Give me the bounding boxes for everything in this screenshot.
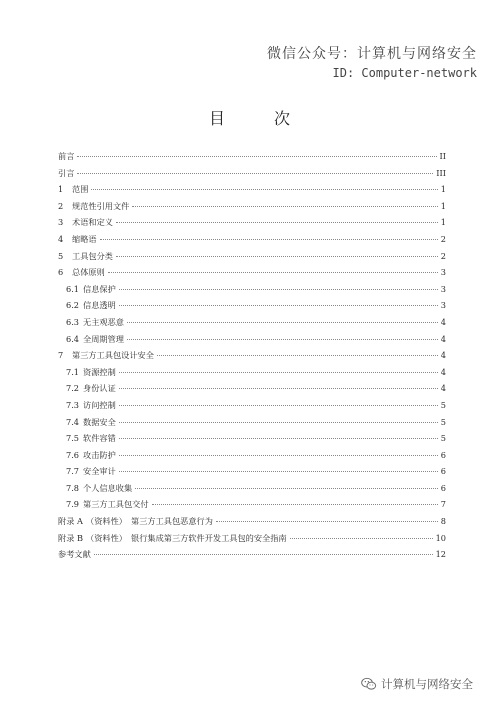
toc-entry [58,198,446,215]
toc-entry-label: 软件容错 [83,433,116,444]
toc-entry-page: 4 [440,383,446,394]
toc-entry [58,530,446,547]
toc-entry [58,214,446,231]
toc-entry [58,397,446,414]
toc-entry-label: 访问控制 [83,399,116,410]
toc-entry [58,148,446,165]
toc-entry [58,181,446,198]
table-of-contents [58,148,446,563]
toc-entry [58,281,446,298]
toc-entry-page: 1 [440,200,446,211]
toc-entry-page: 2 [440,250,446,261]
toc-entry-page: 1 [440,184,446,195]
toc-entry-page: 4 [440,350,446,361]
toc-entry-label: （资料性） 第三方工具包恶意行为 [86,516,213,527]
dot-leader [216,521,438,522]
toc-entry-number: 附录 A [58,516,83,527]
toc-entry [58,463,446,480]
toc-entry-label: 规范性引用文件 [72,200,130,211]
toc-entry [58,248,446,265]
toc-entry [58,264,446,281]
dot-leader [119,372,438,373]
toc-entry-page: 4 [440,333,446,344]
dot-leader [135,488,438,489]
toc-entry-page: 12 [435,549,446,560]
toc-entry-label: 第三方工具包交付 [83,499,149,510]
dot-leader [119,388,438,389]
dot-leader [91,189,437,190]
dot-leader [100,239,438,240]
toc-entry-number: 6.1 [66,283,80,294]
dot-leader [127,339,438,340]
dot-leader [119,438,438,439]
toc-entry-label: 前言 [58,151,75,161]
dot-leader [119,455,438,456]
toc-entry-number: 7.7 [66,466,80,477]
toc-entry [58,447,446,464]
toc-entry-label: （资料性） 银行集成第三方软件开发工具包的安全指南 [86,532,287,543]
dot-leader [94,554,433,555]
toc-entry-number: 7.6 [66,449,80,460]
toc-entry [58,347,446,364]
toc-entry-number: 7.5 [66,433,80,444]
toc-entry [58,297,446,314]
toc-entry [58,165,446,182]
toc-entry-page: 2 [440,233,446,244]
dot-leader [77,156,436,157]
toc-entry [58,314,446,331]
toc-entry-label: 第三方工具包设计安全 [72,350,154,361]
wechat-icon [361,677,377,691]
page-title: 目 次 [208,109,313,128]
toc-entry-page: 5 [440,433,446,444]
toc-entry-number: 6.2 [66,300,80,311]
toc-entry-page: 3 [440,267,446,278]
toc-entry-page: 1 [440,217,446,228]
toc-entry [58,513,446,530]
toc-entry-number: 6.4 [66,333,80,344]
toc-entry [58,331,446,348]
toc-entry-label: 参考文献 [58,549,91,560]
toc-entry-number: 7.9 [66,499,80,510]
toc-entry-page: 6 [440,482,446,493]
toc-entry [58,496,446,513]
toc-entry-number: 6 [58,267,64,278]
toc-entry-label: 无主观恶意 [83,316,124,327]
dot-leader [116,222,438,223]
dot-leader [152,504,438,505]
toc-entry-label: 安全审计 [83,466,116,477]
toc-entry-label: 全周期管理 [83,333,124,344]
toc-entry-label: 引言 [58,167,75,178]
toc-entry-label: 范围 [72,184,89,195]
toc-entry-number: 7.4 [66,416,80,427]
toc-entry-number: 7.1 [66,366,80,377]
toc-entry-number: 附录 B [58,532,83,543]
toc-entry [58,546,446,563]
toc-entry-number: 4 [58,233,64,244]
footer-logo-text: 计算机与网络安全 [381,677,473,691]
toc-entry-page: 6 [440,466,446,477]
toc-entry-page: 6 [440,449,446,460]
toc-entry-label: 缩略语 [72,233,97,244]
toc-entry-label: 身份认证 [83,383,116,394]
toc-entry-page: 7 [440,499,446,510]
toc-entry-label: 个人信息收集 [83,482,133,493]
toc-entry-page: II [439,151,446,161]
toc-entry-label: 总体原则 [72,267,105,278]
toc-entry-label: 信息透明 [83,300,116,311]
toc-entry-number: 7.2 [66,383,80,394]
toc-entry [58,480,446,497]
toc-entry [58,231,446,248]
dot-leader [127,322,438,323]
toc-entry-number: 7.3 [66,399,80,410]
toc-entry-number: 7 [58,350,64,361]
footer-logo [361,676,473,692]
toc-entry-label: 数据安全 [83,416,116,427]
dot-leader [290,538,433,539]
dot-leader [119,422,438,423]
watermark [267,44,477,82]
watermark-title: 微信公众号：计算机与网络安全 [267,46,477,62]
toc-entry-page: 3 [440,300,446,311]
toc-entry-number: 6.3 [66,316,80,327]
toc-entry-number: 5 [58,250,64,261]
dot-leader [132,206,437,207]
toc-entry-number: 3 [58,217,64,228]
dot-leader [108,272,438,273]
dot-leader [157,355,438,356]
toc-entry [58,364,446,381]
dot-leader [77,173,433,174]
toc-entry [58,380,446,397]
toc-entry-number: 1 [58,184,64,195]
toc-entry-number: 2 [58,200,64,211]
dot-leader [119,405,438,406]
watermark-id: ID: Computer-network [332,66,477,80]
toc-entry-label: 信息保护 [83,283,116,294]
toc-entry-page: 3 [440,283,446,294]
toc-entry-page: 4 [440,316,446,327]
toc-entry-page: III [436,167,446,178]
toc-entry-page: 8 [440,516,446,527]
toc-entry-label: 术语和定义 [72,217,113,228]
toc-entry-label: 攻击防护 [83,449,116,460]
toc-entry-page: 5 [440,399,446,410]
toc-entry [58,414,446,431]
dot-leader [116,256,438,257]
toc-entry-page: 4 [440,366,446,377]
dot-leader [119,471,438,472]
toc-entry [58,430,446,447]
toc-entry-label: 工具包分类 [72,250,113,261]
toc-entry-page: 5 [440,416,446,427]
toc-entry-page: 10 [435,532,446,543]
dot-leader [119,305,438,306]
toc-entry-number: 7.8 [66,482,80,493]
toc-entry-label: 资源控制 [83,366,116,377]
dot-leader [119,289,438,290]
